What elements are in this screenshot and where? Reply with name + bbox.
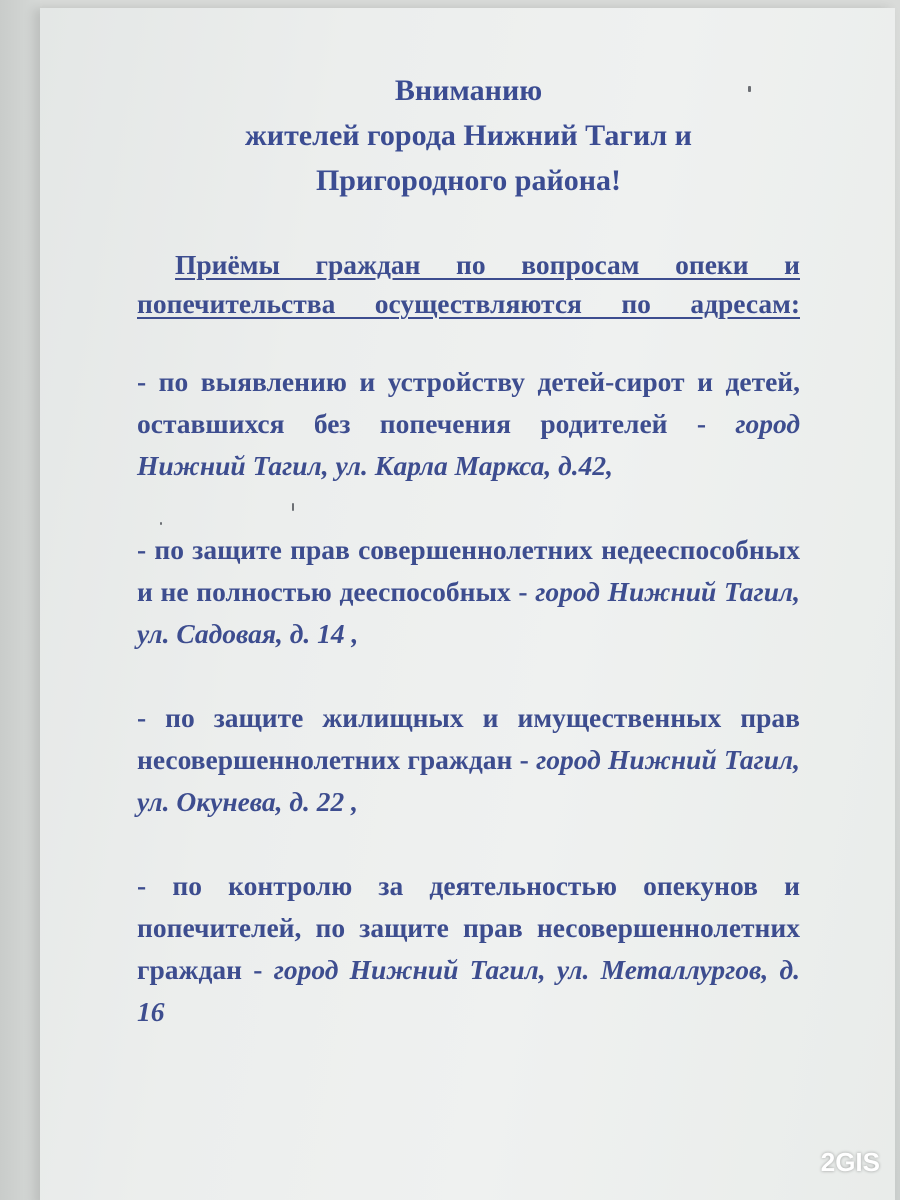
title-line-1: Вниманию [394, 74, 543, 107]
item-text: - по контролю за деятельностью опекунов и попечителей, по защите прав несовершеннолетних граждан - [137, 870, 800, 985]
item-text: - по защите жилищных и имущественных прав несовершеннолетних граждан - [137, 702, 800, 775]
item-text: - по выявлению и устройству детей-сирот и детей, оставшихся без попечения родителей - [137, 366, 800, 439]
watermark-logo: 2GIS [820, 1147, 880, 1177]
subtitle-line-1: Приёмы граждан по вопросам опеки и [175, 249, 800, 280]
title-line-3: Пригородного района! [315, 164, 622, 197]
notice-subtitle [137, 245, 800, 323]
notice-title [137, 68, 800, 203]
item-address: город Нижний Тагил, ул. Окунева, д. 22 , [137, 744, 800, 817]
title-line-2: жителей города Нижний Тагил и [245, 119, 692, 152]
subtitle-line-2: попечительства осуществляются по адресам: [137, 288, 800, 319]
item-address: город Нижний Тагил, ул. Садовая, д. 14 , [137, 576, 800, 649]
notice-item-2 [137, 529, 800, 655]
item-text: - по защите прав совершеннолетних недееспособных и не полностью дееспособных - [137, 534, 800, 607]
item-address: город Нижний Тагил, ул. Металлургов, д. 16 [137, 954, 801, 1027]
notice-item-3 [137, 697, 800, 823]
notice-content [137, 68, 800, 1033]
item-address: город Нижний Тагил, ул. Карла Маркса, д.42, [137, 408, 800, 481]
background-edge [0, 0, 40, 1200]
notice-item-1 [137, 361, 800, 487]
notice-item-4 [137, 865, 800, 1033]
